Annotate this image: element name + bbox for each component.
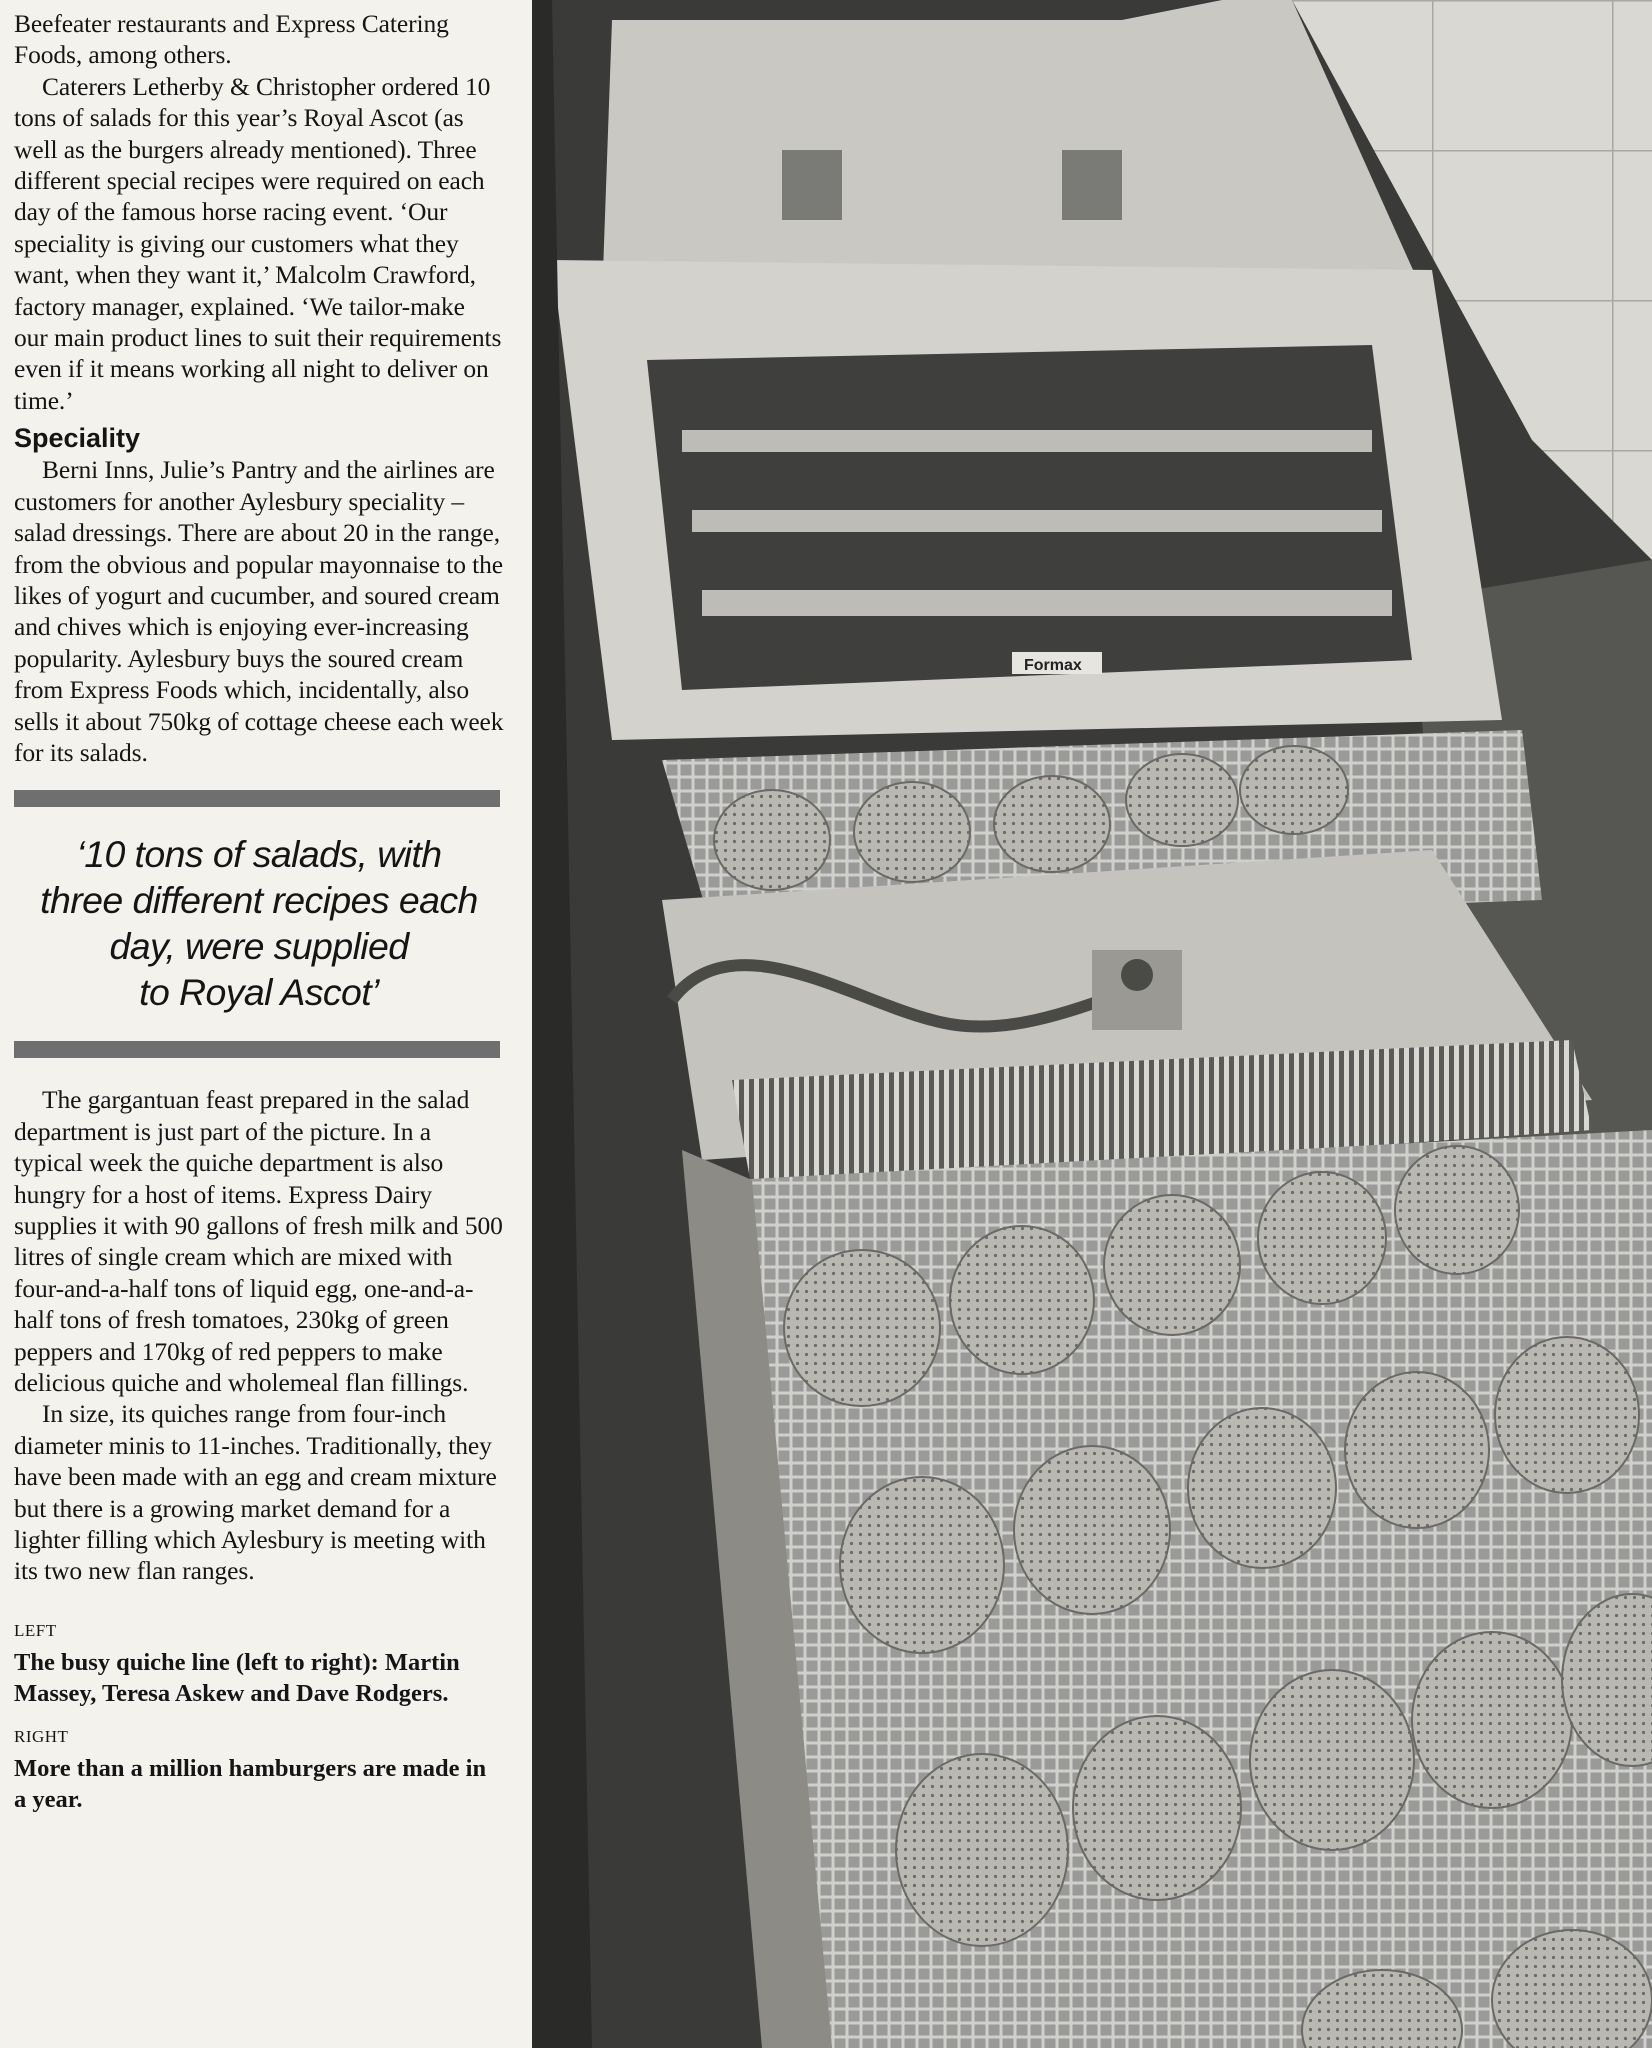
patty [854, 782, 970, 882]
patty [784, 1250, 940, 1406]
forming-bar-1 [682, 430, 1372, 452]
patty [994, 776, 1110, 872]
article-paragraph-4: The gargantuan feast prepared in the salad department is just part of the picture. In a typical week the quiche department is also hungry for a host of items. Express Dairy supplies it with 90 gallons of fresh milk and 500 litres of single cream which are mixed with four-and-a-half tons of liquid egg, one-and-a-half tons of fresh tomatoes, 230kg of green peppers and 170kg of red peppers to make delicious quiche and wholemeal flan fillings. [14, 1085, 503, 1397]
patty [714, 790, 830, 890]
forming-bar-2 [692, 510, 1382, 532]
article-paragraph-2: Caterers Letherby & Christopher ordered 10 tons of salads for this year’s Royal Ascot (as well as the burgers already mentioned). Three different special recipes were required on each day of the famous horse racing event. ‘Our speciality is giving our customers what they want, when they want it,’ Malcolm Crawford, factory manager, explained. ‘We tailor-make our main product lines to suit their requirements even if it means working all night to deliver on time.’ [14, 71, 502, 415]
patty [1104, 1195, 1240, 1335]
forming-bar-3 [702, 590, 1392, 616]
patty [1495, 1337, 1639, 1493]
caption-right-label: RIGHT [14, 1726, 69, 1746]
patty [1250, 1670, 1414, 1850]
pullquote [14, 807, 504, 1041]
machine-nameplate-text: Formax [1024, 657, 1082, 674]
patty [1014, 1446, 1170, 1614]
hamburger-production-photo [532, 0, 1652, 2048]
patty [1126, 754, 1238, 846]
pullquote-line-3: day, were supplied [109, 925, 409, 968]
patty [1395, 1146, 1519, 1274]
patty [1240, 746, 1348, 834]
patty [1345, 1372, 1489, 1528]
caption-left-text: The busy quiche line (left to right): Martin Massey, Teresa Askew and Dave Rodgers. [14, 1648, 460, 1707]
patty [1412, 1632, 1572, 1808]
patty [950, 1226, 1094, 1374]
photo-captions [14, 1621, 504, 1815]
machine-bracket-right [1062, 150, 1122, 220]
pullquote-line-4: to Royal Ascot’ [139, 971, 379, 1014]
article-column [14, 8, 504, 1815]
caption-right-text: More than a million hamburgers are made in a year. [14, 1754, 487, 1813]
photo-illustration [532, 0, 1652, 2048]
control-knob [1121, 959, 1153, 991]
machine-top-housing [602, 0, 1422, 300]
patty [1258, 1172, 1386, 1304]
pullquote-rule-bottom [14, 1041, 500, 1058]
machine-bracket-left [782, 150, 842, 220]
pullquote-line-1: ‘10 tons of salads, with [76, 833, 442, 876]
article-paragraph-5: In size, its quiches range from four-inch diameter minis to 11-inches. Traditionally, they have been made with an egg and cream mixture but there is a growing market demand for a lighter filling which Aylesbury is meeting with its two new flan ranges. [14, 1399, 497, 1586]
pullquote-line-2: three different recipes each [40, 879, 478, 922]
article-paragraph-1: Beefeater restaurants and Express Catering Foods, among others. [14, 9, 449, 70]
patty [840, 1477, 1004, 1653]
patty [1073, 1716, 1241, 1900]
pullquote-rule-top [14, 790, 500, 807]
article-paragraph-3: Berni Inns, Julie’s Pantry and the airlines are customers for another Aylesbury speciality – salad dressings. There are about 20 in the range, from the obvious and popular mayonnaise to the likes of yogurt and cucumber, and soured cream and chives which is enjoying ever-increasing popularity. Aylesbury buys the soured cream from Express Foods which, incidentally, also sells it about 750kg of cottage cheese each week for its salads. [14, 455, 504, 767]
subhead-speciality: Speciality [14, 423, 141, 454]
patty [896, 1754, 1068, 1946]
caption-left-label: LEFT [14, 1620, 57, 1640]
patty [1188, 1408, 1336, 1568]
